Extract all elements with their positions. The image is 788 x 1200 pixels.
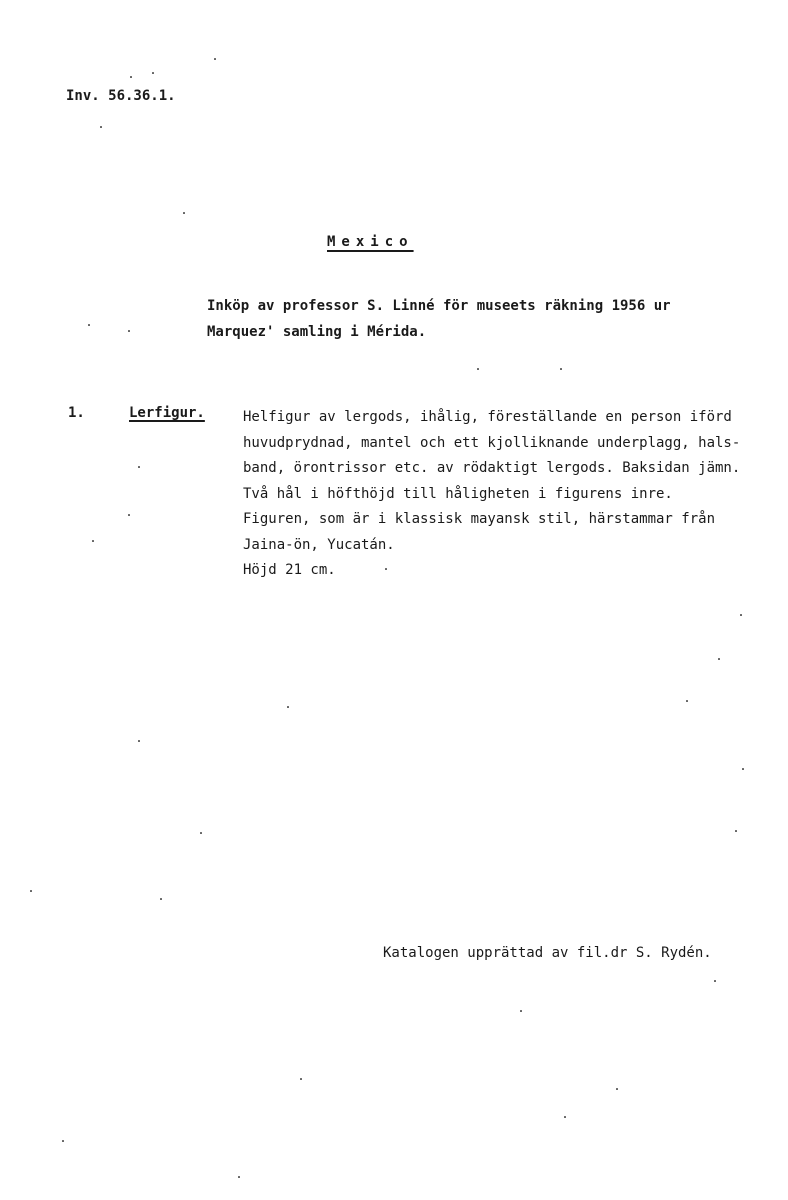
catalog-signature: Katalogen upprättad av fil.dr S. Rydén. bbox=[383, 945, 712, 961]
description-line: Två hål i höfthöjd till håligheten i figurens inre. bbox=[243, 485, 673, 502]
description-line: band, örontrissor etc. av rödaktigt lergods. Baksidan jämn. bbox=[243, 460, 741, 476]
entry-description bbox=[243, 405, 740, 584]
description-line: Höjd 21 cm. bbox=[243, 562, 336, 578]
description-line: Jaina-ön, Yucatán. bbox=[243, 536, 395, 553]
description-line: huvudprydnad, mantel och ett kjolliknande underplagg, hals- bbox=[243, 434, 741, 451]
page-title: Mexico bbox=[327, 234, 414, 250]
entry-number: 1. bbox=[68, 405, 85, 421]
description-line: Helfigur av lergods, ihålig, föreställande en person iförd bbox=[243, 409, 732, 425]
intro-line: Inköp av professor S. Linné för museets räkning 1956 ur bbox=[207, 298, 671, 314]
inventory-number: Inv. 56.36.1. bbox=[66, 88, 176, 104]
entry-label: Lerfigur. bbox=[129, 405, 205, 421]
intro-line: Marquez' samling i Mérida. bbox=[207, 324, 427, 340]
intro-paragraph bbox=[207, 293, 671, 345]
description-line: Figuren, som är i klassisk mayansk stil, härstammar från bbox=[243, 511, 716, 527]
